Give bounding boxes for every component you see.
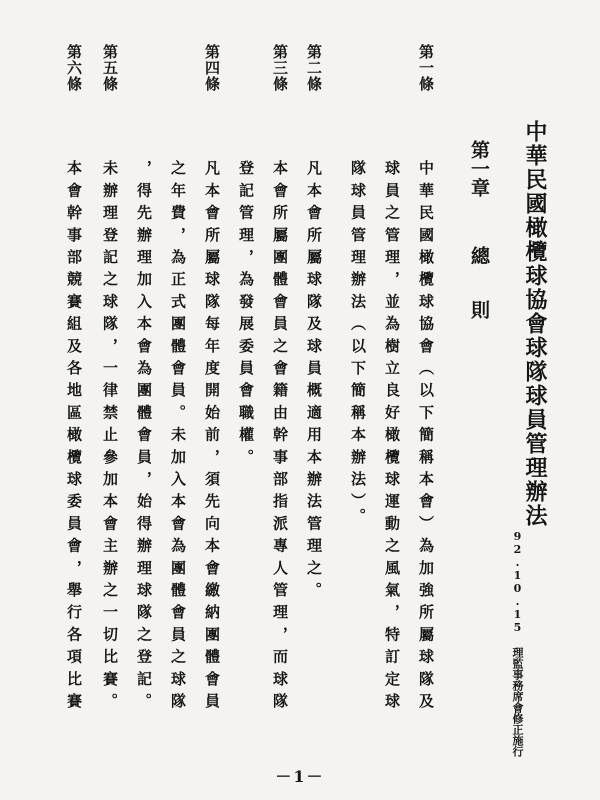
article-4-line-1: 凡本會所屬球隊每年度開始前，須先向本會繳納團體會員: [203, 160, 221, 715]
article-3-line-1: 本會所屬團體會員之會籍由幹事部指派專人管理，而球隊: [271, 160, 289, 715]
amendment-date-note: 92.10.15 理監事務席會修正施行: [511, 530, 524, 757]
article-5-line-1: 未辦理登記之球隊，一律禁止參加本會主辦之一切比賽。: [101, 160, 119, 715]
chapter-name-part-2: 則: [468, 300, 490, 319]
chapter-number: 第一章: [468, 140, 490, 197]
article-4-line-3: ，得先辦理加入本會為團體會員，始得辦理球隊之登記。: [135, 160, 153, 715]
document-title: 中華民國橄欖球協會球隊球員管理辦法: [522, 120, 548, 528]
chapter-name-part-1: 總: [468, 246, 490, 265]
article-1-line-3: 隊球員管理辦法（以下簡稱本辦法）。: [349, 160, 367, 530]
article-2-label: 第二條: [305, 44, 323, 92]
article-3-label: 第三條: [271, 44, 289, 92]
article-3-line-2: 登記管理，為發展委員會職權。: [237, 160, 255, 471]
article-6-line-1: 本會幹事部競賽組及各地區橄欖球委員會，舉行各項比賽: [65, 160, 83, 715]
article-6-label: 第六條: [65, 44, 83, 92]
article-2-line-1: 凡本會所屬球隊及球員概適用本辦法管理之。: [305, 160, 323, 604]
article-4-label: 第四條: [203, 44, 221, 92]
article-1-label: 第一條: [417, 44, 435, 92]
page-number: －1－: [275, 767, 325, 786]
article-5-label: 第五條: [101, 44, 119, 92]
article-1-line-2: 球員之管理，並為樹立良好橄欖球運動之風氣，特訂定球: [383, 160, 401, 715]
article-4-line-2: 之年費，為正式團體會員。未加入本會為團體會員之球隊: [169, 160, 187, 715]
article-1-line-1: 中華民國橄欖球協會（以下簡稱本會）為加強所屬球隊及: [417, 160, 435, 715]
